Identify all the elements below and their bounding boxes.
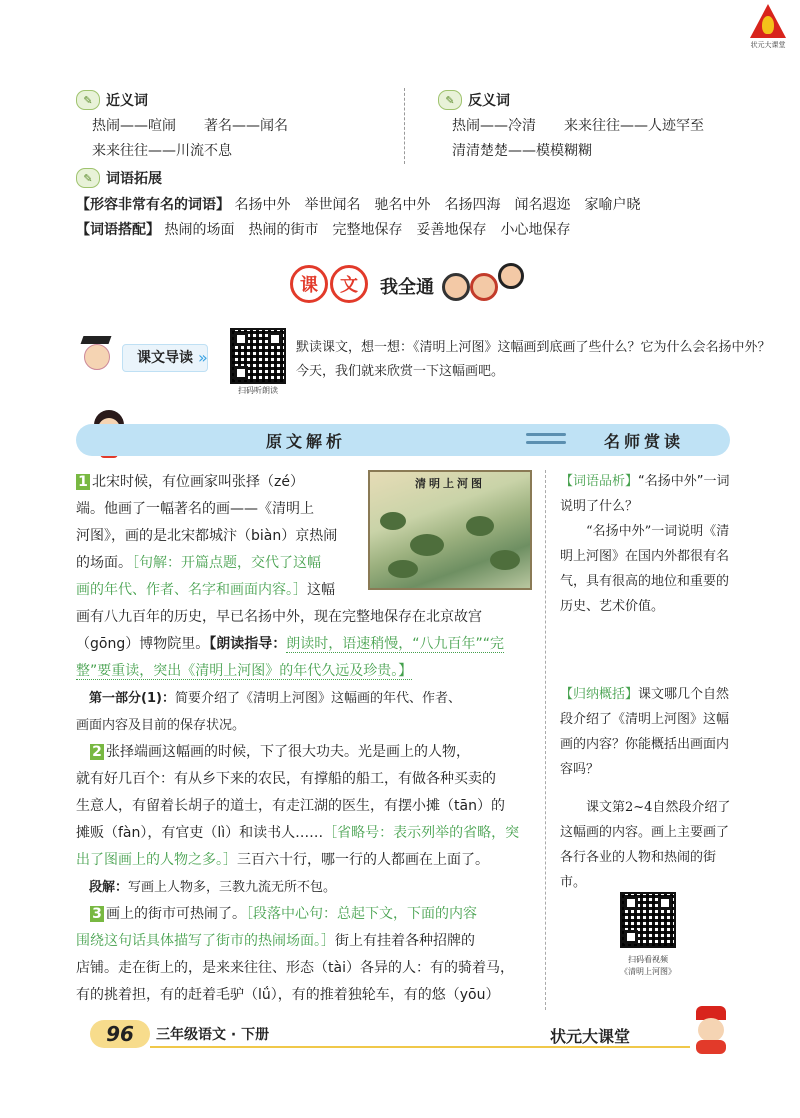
sidebar-tag: 【词语品析】 <box>560 474 639 489</box>
footer-rule <box>150 1046 690 1048</box>
antonyms-line-1: 热闹——冷清 来来往往——人迹罕至 <box>452 118 704 134</box>
footer-brand: 状元大课堂 <box>550 1027 631 1046</box>
synonyms-line-2: 来来往往——川流不息 <box>92 143 232 159</box>
paragraph-number: 3 <box>90 906 104 922</box>
extension-row-1: 【形容非常有名的词语】 名扬中外 举世闻名 驰名中外 名扬四海 闻名遐迩 家喻户晓 <box>76 197 641 213</box>
double-chevron-icon: » <box>198 348 208 367</box>
video-qr-caption: 扫码看视频 <box>628 955 668 964</box>
paragraph-1-part-a: 1 北宋时候，有位画家叫张择（zé） 端。他画了一幅著名的画——《清明上 河图》，画的是北宋都城汴（biàn）京热闹 的场面。［句解：开篇点题，交代了这幅 画的年代、作者、名字和画面内容。］这幅 <box>76 474 338 598</box>
part-1-summary: 第一部分(1)：简要介绍了《清明上河图》这幅画的年代、作者、 画面内容及目前的保存状况。 <box>76 691 461 733</box>
reading-guide-text: 整”要重读，突出《清明上河图》的年代久远及珍贵。】 <box>76 663 413 679</box>
section-divider <box>404 88 405 164</box>
paragraph-number: 1 <box>76 474 90 490</box>
painting-image <box>368 470 532 590</box>
mascot-boy-icon <box>690 1006 734 1056</box>
ke-bubble: 课 <box>290 265 328 303</box>
pencil-icon: ✎ <box>438 90 462 110</box>
qr-code-icon[interactable] <box>230 328 286 384</box>
paragraph-3: 3 画上的街市可热闹了。［段落中心句：总起下文，下面的内容 围绕这句话具体描写了街市的热闹场面。］街上有挂着各种招牌的 店铺。走在街上的，是来来往往、形态（tài）各异的人：有的骑着马， 有的挑着担，有的赶着毛驴（lǘ），有的推着独轮车，有的悠（yōu） <box>76 906 514 1003</box>
logo-text: 状元大课堂 <box>750 41 786 49</box>
ellipsis-note: ［省略号：表示列举的省略，突 <box>323 825 520 841</box>
sidebar-question-2: 【归纳概括】课文哪几个自然段介绍了《清明上河图》这幅画的内容？你能概括出画面内容吗？ <box>560 687 730 777</box>
page-footer <box>50 1016 750 1056</box>
sentence-note: ［句解：开篇点题，交代了这幅 <box>132 555 321 571</box>
wen-bubble: 文 <box>330 265 368 303</box>
paragraph-2-summary: 段解：写画上人物多，三教九流无所不包。 <box>89 880 337 895</box>
sidebar-tag: 【归纳概括】 <box>560 687 639 702</box>
antonyms-heading: ✎ 反义词 <box>438 90 510 110</box>
graduate-mascot-icon <box>76 336 116 376</box>
guide-text: 默读课文，想一想：《清明上河图》这幅画到底画了些什么？它为什么会名扬中外？今天，我们就来欣赏一下这幅画吧。 <box>296 340 771 379</box>
page-number: 96 <box>90 1020 150 1048</box>
central-sentence-note: ［段落中心句：总起下文，下面的内容 <box>246 906 477 922</box>
sidebar-answer-2: 课文第2~4自然段介绍了这幅画的内容。画上主要画了各行各业的人物和热闹的街市。 <box>560 800 731 890</box>
lesson-banner <box>290 263 520 307</box>
sidebar-answer-1: “名扬中外”一词说明《清明上河图》在国内外都很有名气，具有很高的地位和重要的历史、艺术价值。 <box>560 524 730 614</box>
column-title-original: 原文解析 <box>266 432 347 451</box>
publisher-logo <box>744 4 792 54</box>
antonyms-line-2: 清清楚楚——模模糊糊 <box>452 143 592 159</box>
column-title-teacher: 名师赏读 <box>604 432 685 451</box>
video-qr-code-icon[interactable] <box>620 892 676 948</box>
guide-title: 课文导读 <box>122 344 208 372</box>
column-separator-icon <box>526 428 566 452</box>
reading-guide-label: 【朗读指导： <box>209 636 287 652</box>
book-title: 三年级语文 · 下册 <box>156 1027 270 1043</box>
synonyms-line-1: 热闹——喧闹 著名——闻名 <box>92 118 288 134</box>
sidebar-question-1: 【词语品析】“名扬中外”一词说明了什么？ <box>560 474 730 514</box>
column-divider <box>545 470 546 1010</box>
painting-title: 清明上河图 <box>415 477 485 490</box>
teacher-icon <box>498 263 524 289</box>
banner-text: 我全通 <box>380 277 434 298</box>
column-header-bar <box>76 424 730 456</box>
video-qr-caption-2: 《清明上河图》 <box>620 967 676 976</box>
child-reading-icon <box>470 273 498 301</box>
extension-heading: ✎ 词语拓展 <box>76 168 162 188</box>
paragraph-2: 2 张择端画这幅画的时候，下了很大功夫。光是画上的人物， 就有好几百个：有从乡下来的农民，有撑船的船工，有做各种买卖的 生意人，有留着长胡子的道士，有走江湖的医生，有摆小摊（tān）的 摊贩（fàn），有官吏（lì）和读书人……［省略号：表示列举的省略，突 出了图画上的人物之多。］三百六十行，哪一行的人都画在上面了。 <box>76 744 520 868</box>
paragraph-1-part-b: 画有八九百年的历史，早已名扬中外，现在完整地保存在北京故宫 （gōng）博物院里。【朗读指导：朗读时，语速稍慢，“八九百年”“完 整”要重读，突出《清明上河图》的年代久远及珍贵。】 <box>76 609 504 679</box>
extension-row-2: 【词语搭配】 热闹的场面 热闹的街市 完整地保存 妥善地保存 小心地保存 <box>76 222 571 238</box>
pencil-icon: ✎ <box>76 168 100 188</box>
qr-caption: 扫码听朗读 <box>238 386 278 395</box>
pencil-icon: ✎ <box>76 90 100 110</box>
child-reading-icon <box>442 273 470 301</box>
paragraph-number: 2 <box>90 744 104 760</box>
synonyms-heading: ✎ 近义词 <box>76 90 148 110</box>
